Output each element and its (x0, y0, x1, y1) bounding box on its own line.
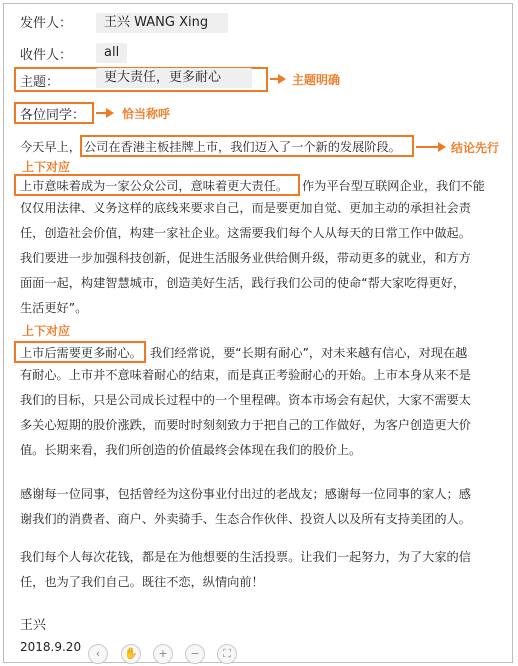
p2-line: 面面一起，构建智慧城市，创造美好生活，践行我们公司的使命“帮大家吃得更好， (20, 276, 466, 290)
zoom-in-icon[interactable]: + (153, 644, 173, 664)
paragraph-3 (20, 363, 498, 463)
hand-icon[interactable]: ✋ (121, 644, 141, 664)
p2-line: 我们要进一步加强科技创新，促进生活服务业供给侧升级，带动更多的就业，和方方 (20, 251, 471, 265)
p4-line: 谢我们的消费者、商户、外卖骑手、生态合作伙伴、投资人以及所有支持美团的人。 (20, 512, 471, 526)
p3-line: 值。长期来看，我们所创造的价值最终会体现在我们的股价上。 (20, 443, 362, 457)
p1-boxed-text: 公司在香港主板挂牌上市，我们迈入了一个新的发展阶段。 (84, 140, 401, 154)
to-label: 收件人： (20, 48, 73, 63)
p3-rest: 我们经常说，要“长期有耐心”，对未来越有信心，对现在越 (150, 346, 468, 360)
greeting-note: 恰当称呼 (122, 107, 171, 121)
subject-label: 主题： (20, 75, 60, 90)
p2-line: 生活更好”。 (20, 301, 88, 315)
zoom-out-icon[interactable]: − (185, 644, 205, 664)
p1-lead: 今天早上， (20, 140, 81, 154)
subject-value: 更大责任，更多耐心 (96, 68, 252, 88)
prev-icon[interactable]: ‹ (88, 644, 108, 664)
conclusion-arrow-icon (438, 142, 446, 152)
paragraph-5 (20, 545, 498, 595)
p3-line: 我们的目标，只是公司成长过程中的一个里程碑。资本市场会有起伏，大家不需要太 (20, 393, 471, 407)
viewer-toolbar (3, 644, 253, 666)
subject-arrow-icon (278, 74, 286, 84)
conclusion-note: 结论先行 (451, 141, 500, 155)
paragraph-2 (20, 196, 498, 321)
p3-boxed-text: 上市后需要更多耐心。 (20, 346, 142, 360)
p3-line: 有耐心。上市并不意味着耐心的结束，而是真正考验耐心的开始。上市本身从来不是 (20, 368, 471, 382)
from-value: 王兴 WANG Xing (96, 13, 228, 33)
correspond-note-2: 上下对应 (22, 324, 71, 338)
p2-rest: 作为平台型互联网企业，我们不能 (302, 179, 485, 193)
conclusion-arrow-line (416, 146, 440, 148)
greeting-arrow-icon (106, 108, 114, 118)
date: 2018.9.20 (20, 640, 82, 654)
from-label: 发件人： (20, 16, 73, 31)
p3-line: 多关心短期的股价涨跌，而要时时刻刻致力于把自己的工作做好，为客户创造更大价 (20, 418, 471, 432)
p2-line: 任，创造社会价值，构建一家社企业。这需要我们每个人从每天的日常工作中做起。 (20, 226, 471, 240)
signature: 王兴 (20, 618, 47, 633)
to-value: all (96, 43, 127, 63)
greeting: 各位同学： (20, 108, 86, 123)
correspond-note-1: 上下对应 (22, 160, 71, 174)
p4-line: 感谢每一位同事，包括曾经为这份事业付出过的老战友；感谢每一位同事的家人；感 (20, 487, 471, 501)
p5-line: 任，也为了我们自己。既往不恋，纵情向前！ (20, 575, 264, 589)
subject-note: 主题明确 (292, 73, 341, 87)
fullscreen-icon[interactable]: ⛶ (217, 644, 237, 664)
p2-line: 仅仅用法律、义务这样的底线来要求自己，而是要更加自觉、更加主动的承担社会责 (20, 201, 471, 215)
paragraph-4 (20, 482, 498, 532)
p5-line: 我们每个人每次花钱，都是在为他想要的生活投票。让我们一起努力，为了大家的信 (20, 550, 471, 564)
p2-boxed-text: 上市意味着成为一家公众公司，意味着更大责任。 (20, 179, 289, 193)
